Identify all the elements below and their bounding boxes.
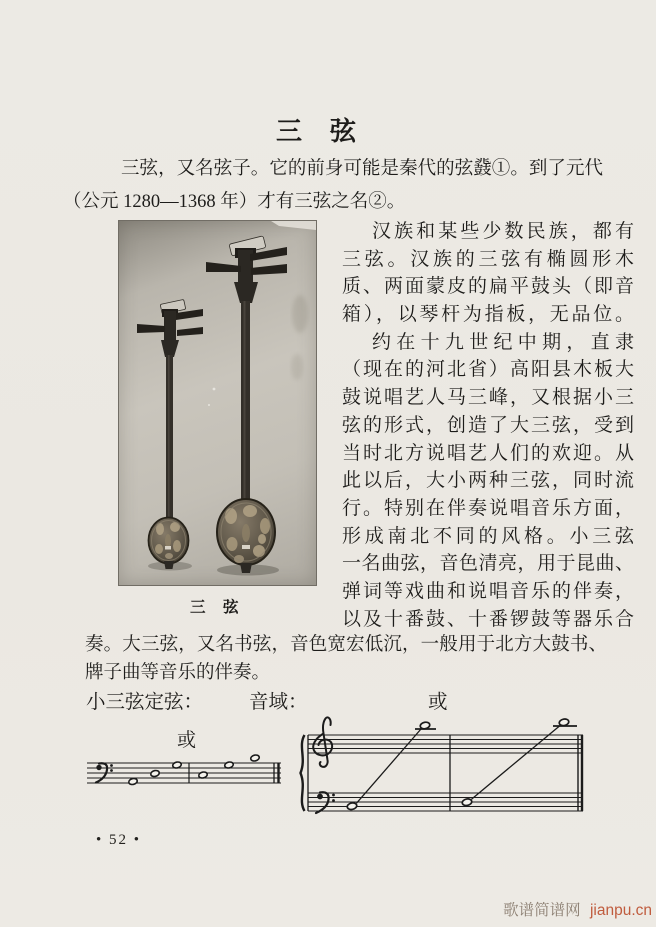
brace	[301, 735, 305, 811]
intro-line: （公元 1280—1368 年）才有三弦之名②。	[63, 192, 406, 212]
bridge	[165, 546, 171, 550]
page-number: • 52 •	[96, 832, 142, 848]
body-line: 奏。大三弦，又名书弦，音色宽宏低沉，一般用于北方大鼓书、	[85, 635, 607, 655]
treble-clef-icon	[313, 717, 332, 766]
headstock	[164, 311, 176, 340]
body-line: 鼓说唱艺人马三峰，又根据小三	[342, 387, 634, 409]
bleed-mark	[291, 354, 303, 380]
watermark-site-name: 歌谱简谱网	[503, 902, 581, 919]
body-line: 汉族和某些少数民族，都有	[372, 221, 634, 242]
bridge	[242, 545, 250, 549]
neck-joint	[161, 340, 179, 357]
tuning-peg	[177, 327, 203, 336]
tuning-peg	[137, 324, 165, 333]
body-line: 弹词等戏曲和说唱音乐的伴奏，	[342, 580, 634, 602]
string	[168, 355, 170, 519]
tailpiece	[164, 561, 174, 569]
body-line: 当时北方说唱艺人们的欢迎。从	[342, 442, 634, 464]
body-line: 行。特别在伴奏说唱音乐方面，	[342, 497, 634, 519]
final-barline	[578, 735, 582, 811]
photo-speck	[208, 404, 210, 406]
tuning-staff-notation	[85, 750, 285, 796]
small-sanxian	[137, 299, 203, 569]
bass-clef-icon	[316, 792, 335, 813]
body-line: 弦的形式，创造了大三弦，受到	[342, 414, 634, 436]
watermark-link[interactable]: jianpu.cn	[589, 902, 652, 919]
neck-joint	[234, 282, 258, 303]
tuning-label: 小三弦定弦：	[86, 692, 204, 713]
body-line: （现在的河北省）高阳县木板大	[342, 359, 634, 381]
photo-edge-highlight	[271, 221, 316, 230]
tailpiece	[240, 563, 252, 573]
body-line: 形成南北不同的风格。小三弦	[342, 525, 634, 547]
page-title: 三 弦	[276, 117, 358, 147]
whole-note-low	[347, 802, 358, 810]
staff-lines	[87, 763, 281, 783]
body-line: 质、两面蒙皮的扁平鼓头（即音	[342, 276, 634, 298]
range-grand-staff-notation	[294, 698, 594, 823]
tuning-peg	[251, 264, 287, 275]
whole-note-low	[462, 798, 473, 806]
range-line	[357, 729, 422, 803]
or-label-tuning: 或	[177, 730, 197, 751]
treble-staff-lines	[308, 735, 583, 753]
whole-notes	[128, 754, 260, 785]
intro-paragraph	[63, 153, 603, 219]
string	[244, 301, 246, 502]
sanxian-photo	[118, 220, 317, 586]
body-line: 箱），以琴杆为指板，无品位。	[342, 304, 634, 326]
or-label-range: 或	[428, 692, 448, 713]
range-label: 音域：	[249, 692, 308, 713]
body-line: 牌子曲等音乐的伴奏。	[85, 663, 271, 683]
sanxian-photo-drawing	[119, 221, 316, 585]
intro-line: 三弦，又名弦子。它的前身可能是秦代的弦鼗①。到了元代	[121, 159, 603, 179]
photo-caption: 三 弦	[190, 599, 240, 616]
body-line: 约在十九世纪中期，直隶	[372, 331, 634, 353]
photo-speck	[213, 388, 216, 391]
body-full-width	[85, 631, 607, 687]
watermark	[503, 898, 652, 920]
tuning-peg	[206, 262, 241, 272]
body-line: 以及十番鼓、十番锣鼓等器乐合	[342, 608, 634, 630]
body-line: 此以后，大小两种三弦，同时流	[342, 470, 634, 492]
bleed-mark	[292, 295, 308, 333]
body-column	[342, 218, 634, 633]
range-line	[472, 726, 560, 799]
body-line: 一名曲弦，音色清亮，用于昆曲、	[342, 553, 634, 575]
body-line: 三弦。汉族的三弦有椭圆形木	[342, 248, 634, 270]
large-sanxian	[206, 236, 287, 573]
